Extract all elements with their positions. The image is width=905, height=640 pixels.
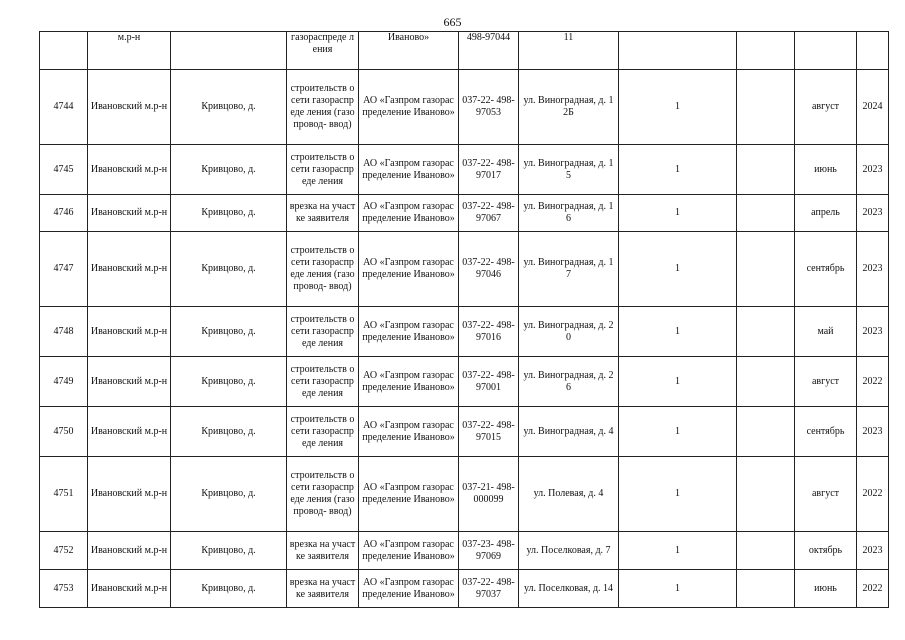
cell-extra — [737, 570, 795, 608]
cell-org: АО «Газпром газораспределение Иваново» — [359, 307, 459, 357]
cell-district: Ивановский м.р-н — [88, 357, 171, 407]
cell-district: Ивановский м.р-н — [88, 70, 171, 145]
cell-extra — [737, 357, 795, 407]
cell-year: 2022 — [857, 570, 889, 608]
cell-month: апрель — [795, 195, 857, 232]
continuation-row — [40, 32, 889, 70]
cell-qty: 1 — [619, 570, 737, 608]
cell-org: АО «Газпром газораспределение Иваново» — [359, 357, 459, 407]
cell-extra — [737, 32, 795, 70]
cell-code: 037-23- 498-97069 — [459, 532, 519, 570]
cell-year: 2022 — [857, 457, 889, 532]
cell-type: строительств о сети газораспреде ления — [287, 407, 359, 457]
cell-id: 4744 — [40, 70, 88, 145]
cell-code: 037-22- 498-97015 — [459, 407, 519, 457]
cell-id: 4751 — [40, 457, 88, 532]
cell-address: ул. Виноградная, д. 16 — [519, 195, 619, 232]
cell-extra — [737, 532, 795, 570]
cell-id: 4750 — [40, 407, 88, 457]
cell-code: 037-22- 498-97037 — [459, 570, 519, 608]
cell-org: АО «Газпром газораспределение Иваново» — [359, 195, 459, 232]
cell-district: Ивановский м.р-н — [88, 195, 171, 232]
cell-year: 2023 — [857, 145, 889, 195]
cell-qty: 1 — [619, 532, 737, 570]
cell-district: м.р-н — [88, 32, 171, 70]
table-row — [40, 357, 889, 407]
table-row — [40, 570, 889, 608]
cell-month: август — [795, 457, 857, 532]
cell-month: сентябрь — [795, 407, 857, 457]
cell-year: 2023 — [857, 532, 889, 570]
cell-id: 4752 — [40, 532, 88, 570]
cell-year: 2023 — [857, 407, 889, 457]
cell-address: 11 — [519, 32, 619, 70]
cell-qty: 1 — [619, 232, 737, 307]
cell-type: строительств о сети газораспреде ления — [287, 357, 359, 407]
cell-id — [40, 32, 88, 70]
cell-type: строительств о сети газораспреде ления — [287, 145, 359, 195]
cell-year: 2023 — [857, 232, 889, 307]
cell-type: врезка на участке заявителя — [287, 195, 359, 232]
cell-type: газораспреде ления — [287, 32, 359, 70]
cell-address: ул. Полевая, д. 4 — [519, 457, 619, 532]
cell-year: 2023 — [857, 195, 889, 232]
cell-locality: Кривцово, д. — [171, 145, 287, 195]
cell-org: АО «Газпром газораспределение Иваново» — [359, 70, 459, 145]
cell-qty: 1 — [619, 70, 737, 145]
cell-id: 4746 — [40, 195, 88, 232]
cell-extra — [737, 70, 795, 145]
cell-type: строительств о сети газораспреде ления (газопровод- ввод) — [287, 70, 359, 145]
cell-id: 4753 — [40, 570, 88, 608]
table-row — [40, 307, 889, 357]
cell-month: июнь — [795, 570, 857, 608]
cell-locality: Кривцово, д. — [171, 307, 287, 357]
cell-code: 037-21- 498- 000099 — [459, 457, 519, 532]
cell-org: АО «Газпром газораспределение Иваново» — [359, 232, 459, 307]
cell-district: Ивановский м.р-н — [88, 407, 171, 457]
cell-qty: 1 — [619, 307, 737, 357]
cell-month: август — [795, 70, 857, 145]
cell-district: Ивановский м.р-н — [88, 532, 171, 570]
cell-extra — [737, 195, 795, 232]
cell-org: АО «Газпром газораспределение Иваново» — [359, 457, 459, 532]
cell-address: ул. Виноградная, д. 4 — [519, 407, 619, 457]
cell-locality: Кривцово, д. — [171, 570, 287, 608]
cell-org: АО «Газпром газораспределение Иваново» — [359, 532, 459, 570]
cell-id: 4748 — [40, 307, 88, 357]
cell-org: АО «Газпром газораспределение Иваново» — [359, 570, 459, 608]
cell-type: строительств о сети газораспреде ления — [287, 307, 359, 357]
cell-month: октябрь — [795, 532, 857, 570]
cell-id: 4745 — [40, 145, 88, 195]
cell-district: Ивановский м.р-н — [88, 570, 171, 608]
cell-district: Ивановский м.р-н — [88, 145, 171, 195]
cell-locality: Кривцово, д. — [171, 532, 287, 570]
cell-locality: Кривцово, д. — [171, 457, 287, 532]
cell-address: ул. Виноградная, д. 26 — [519, 357, 619, 407]
cell-code: 037-22- 498-97067 — [459, 195, 519, 232]
cell-district: Ивановский м.р-н — [88, 232, 171, 307]
cell-org: АО «Газпром газораспределение Иваново» — [359, 145, 459, 195]
cell-code: 037-22- 498-97016 — [459, 307, 519, 357]
cell-address: ул. Поселковая, д. 14 — [519, 570, 619, 608]
page-number: 665 — [443, 15, 462, 29]
cell-district: Ивановский м.р-н — [88, 307, 171, 357]
cell-qty: 1 — [619, 457, 737, 532]
cell-extra — [737, 307, 795, 357]
cell-month — [795, 32, 857, 70]
cell-extra — [737, 232, 795, 307]
cell-year: 2022 — [857, 357, 889, 407]
cell-address: ул. Поселковая, д. 7 — [519, 532, 619, 570]
cell-locality: Кривцово, д. — [171, 357, 287, 407]
cell-qty: 1 — [619, 195, 737, 232]
table-row — [40, 232, 889, 307]
cell-code: 037-22- 498-97001 — [459, 357, 519, 407]
cell-locality: Кривцово, д. — [171, 195, 287, 232]
table-row — [40, 407, 889, 457]
cell-code: 037-22- 498-97053 — [459, 70, 519, 145]
cell-type: врезка на участке заявителя — [287, 532, 359, 570]
table-row — [40, 195, 889, 232]
cell-month: май — [795, 307, 857, 357]
cell-id: 4747 — [40, 232, 88, 307]
cell-extra — [737, 145, 795, 195]
cell-extra — [737, 407, 795, 457]
cell-year: 2024 — [857, 70, 889, 145]
cell-type: строительств о сети газораспреде ления (газопровод- ввод) — [287, 457, 359, 532]
cell-month: июнь — [795, 145, 857, 195]
cell-qty — [619, 32, 737, 70]
cell-district: Ивановский м.р-н — [88, 457, 171, 532]
cell-address: ул. Виноградная, д. 12Б — [519, 70, 619, 145]
cell-qty: 1 — [619, 145, 737, 195]
table-row — [40, 145, 889, 195]
cell-code: 037-22- 498-97046 — [459, 232, 519, 307]
cell-extra — [737, 457, 795, 532]
cell-address: ул. Виноградная, д. 20 — [519, 307, 619, 357]
table-row — [40, 70, 889, 145]
cell-locality — [171, 32, 287, 70]
cell-year — [857, 32, 889, 70]
table-row — [40, 532, 889, 570]
cell-month: сентябрь — [795, 232, 857, 307]
cell-code: 037-22- 498-97017 — [459, 145, 519, 195]
cell-locality: Кривцово, д. — [171, 407, 287, 457]
cell-type: строительств о сети газораспреде ления (газопровод- ввод) — [287, 232, 359, 307]
cell-type: врезка на участке заявителя — [287, 570, 359, 608]
cell-org: Иваново» — [359, 32, 459, 70]
cell-month: август — [795, 357, 857, 407]
cell-qty: 1 — [619, 407, 737, 457]
cell-locality: Кривцово, д. — [171, 232, 287, 307]
cell-address: ул. Виноградная, д. 17 — [519, 232, 619, 307]
table-row — [40, 457, 889, 532]
cell-code: 498-97044 — [459, 32, 519, 70]
cell-id: 4749 — [40, 357, 88, 407]
registry-table — [39, 31, 889, 608]
cell-locality: Кривцово, д. — [171, 70, 287, 145]
cell-year: 2023 — [857, 307, 889, 357]
cell-qty: 1 — [619, 357, 737, 407]
cell-address: ул. Виноградная, д. 15 — [519, 145, 619, 195]
cell-org: АО «Газпром газораспределение Иваново» — [359, 407, 459, 457]
